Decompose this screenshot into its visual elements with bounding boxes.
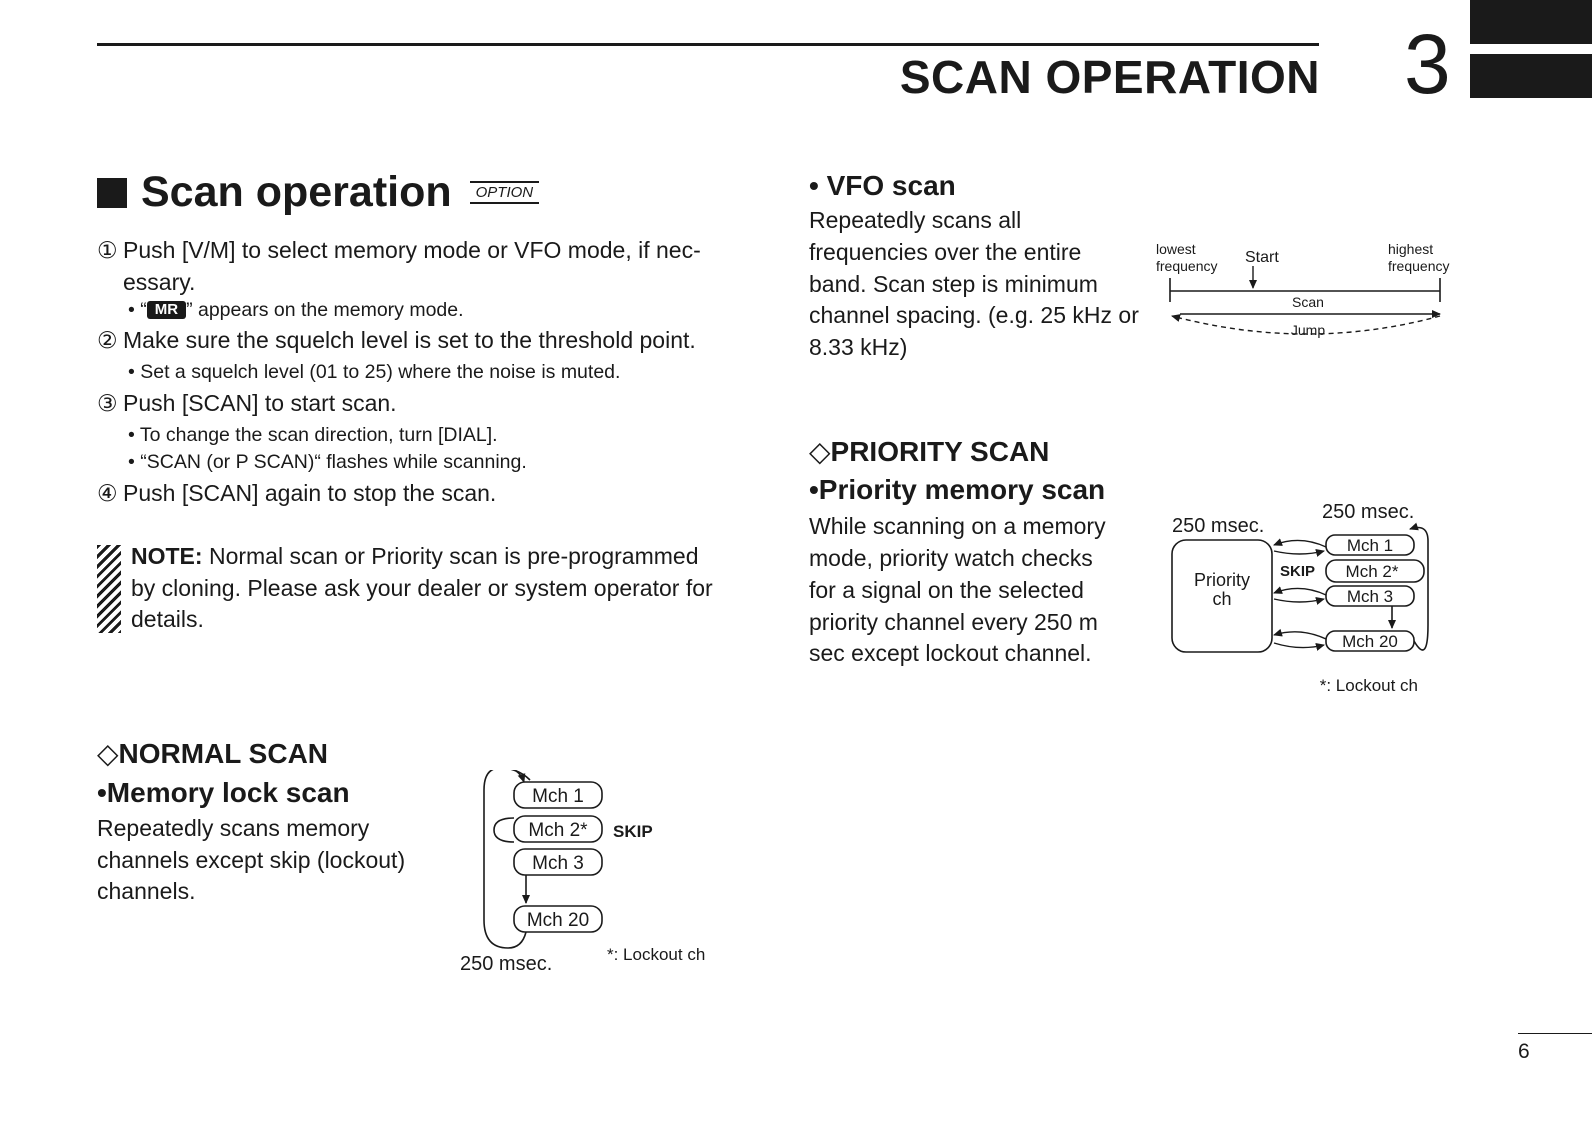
priority-body-3: for a signal on the selected [809,577,1084,603]
section-title-text: Scan operation [141,168,452,216]
step-3 [97,387,397,419]
note-text: Normal scan or Priority scan is pre-programmed [202,543,699,569]
to-priority-20 [1274,632,1326,639]
priority-body-5: sec except lockout channel. [809,640,1092,666]
step-2 [97,324,696,356]
highest-label-1: highest [1388,241,1434,257]
step-3-note-a: • To change the scan direction, turn [DIAL]. [128,424,498,446]
timing-left-label: 250 msec. [1172,515,1265,537]
step-3-note-b: • “SCAN (or P SCAN)“ flashes while scanning. [128,451,527,473]
memory-lock-scan-heading: •Memory lock scan [97,777,350,808]
priority-label-1: Priority [1193,570,1251,590]
from-priority-1 [1274,551,1324,554]
vfo-body-1: Repeatedly scans all [809,207,1022,233]
lockout-footnote: *: Lockout ch [607,945,706,964]
vfo-body-3: band. Scan step is minimum [809,271,1098,297]
note-line-3: details. [131,606,204,632]
priority-body-4: priority channel every 250 m [809,609,1098,635]
note-hatch-icon [97,545,121,633]
skip-label: SKIP [613,822,653,841]
to-priority-3 [1274,588,1326,595]
normal-scan-body-1: Repeatedly scans memory [97,815,370,841]
p-skip-label: SKIP [1280,563,1316,580]
p-mch1-label: Mch 1 [1346,536,1394,555]
step-1 [97,234,701,266]
note-suffix: ” appears on the memory mode. [186,299,464,321]
chapter-tab-bar-top [1470,0,1592,44]
p-lockout-footnote: *: Lockout ch [1319,676,1418,695]
p-mch20-label: Mch 20 [1342,632,1398,651]
lowest-label-2: frequency [1156,258,1218,274]
to-priority-1 [1274,540,1326,547]
step-number: ② [97,327,118,353]
memory-lock-scan-diagram [460,770,740,990]
page-number: 6 [1518,1040,1530,1063]
step-1-continued: essary. [123,269,196,295]
header-rule [97,43,1319,46]
section-title [97,168,539,217]
mch20-label: Mch 20 [526,910,590,931]
vfo-body-5: 8.33 kHz) [809,334,908,360]
option-badge: OPTION [470,181,540,204]
mch3-label: Mch 3 [532,853,584,874]
mch1-label: Mch 1 [532,786,584,807]
note-line-2: by cloning. Please ask your dealer or system operator for [131,575,713,601]
jump-label: Jump [1290,322,1326,338]
step-text: Make sure the squelch level is set to the threshold point. [123,327,696,353]
priority-body-2: mode, priority watch checks [809,545,1093,571]
highest-label-2: frequency [1388,258,1450,274]
step-1-note [128,297,464,323]
priority-memory-scan-heading: •Priority memory scan [809,474,1106,505]
from-priority-3 [1274,599,1324,602]
p-mch2-label: Mch 2* [1345,562,1399,581]
chapter-number: 3 [1404,17,1451,111]
priority-label-2: ch [1212,589,1232,609]
timing-right-label: 250 msec. [1322,501,1415,523]
timing-label: 250 msec. [460,953,553,975]
normal-scan-body-3: channels. [97,878,196,904]
p-mch3-label: Mch 3 [1346,587,1394,606]
footer-rule [1518,1033,1592,1034]
note-label: NOTE: [131,543,203,569]
mr-indicator-badge: MR [147,301,186,319]
skip-bypass-line [494,818,514,842]
normal-scan-body-2: channels except skip (lockout) [97,847,406,873]
start-label: Start [1245,249,1279,266]
vfo-scan-diagram [1150,240,1470,350]
step-number: ④ [97,480,118,506]
scan-label: Scan [1292,294,1324,310]
chapter-tab-bar-bottom [1470,54,1592,98]
step-text: Push [SCAN] to start scan. [123,390,397,416]
note-prefix: • “ [128,299,147,321]
step-number: ① [97,237,118,263]
step-text: Push [V/M] to select memory mode or VFO mode, if nec- [123,237,701,263]
priority-scan-heading: ◇PRIORITY SCAN [809,436,1050,467]
chapter-title: SCAN OPERATION [899,51,1320,103]
priority-scan-diagram [1160,495,1460,710]
step-2-note: • Set a squelch level (01 to 25) where the noise is muted. [128,361,621,383]
step-number: ③ [97,390,118,416]
priority-body-1: While scanning on a memory [809,513,1106,539]
step-4 [97,477,496,509]
step-text: Push [SCAN] again to stop the scan. [123,480,497,506]
vfo-body-2: frequencies over the entire [809,239,1082,265]
lowest-label-1: lowest [1156,241,1196,257]
from-priority-20 [1274,643,1324,648]
vfo-body-4: channel spacing. (e.g. 25 kHz or [809,302,1139,328]
square-bullet-icon [97,178,127,208]
mch2-label: Mch 2* [528,820,588,841]
note-line-1 [131,540,699,572]
normal-scan-heading: ◇NORMAL SCAN [97,738,329,769]
loop-arrow [508,770,524,782]
vfo-scan-heading: • VFO scan [809,170,956,201]
